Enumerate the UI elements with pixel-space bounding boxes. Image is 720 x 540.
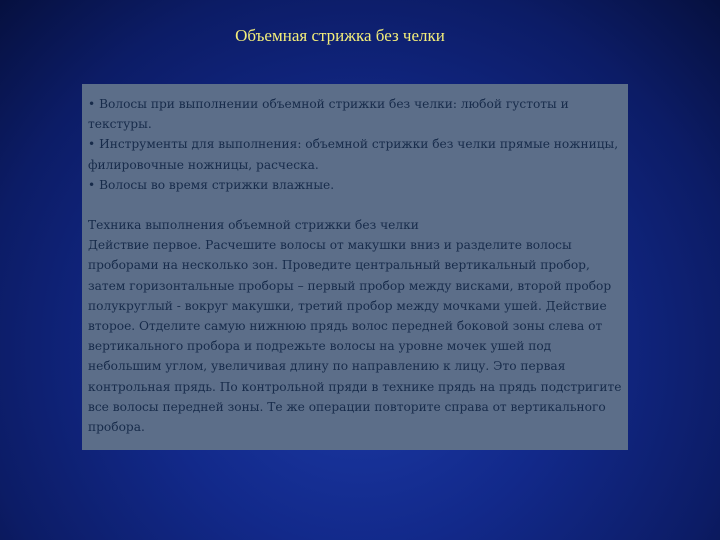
bullet-hair-type: • Волосы при выполнении объемной стрижки без челки: любой густоты и текстуры.	[88, 97, 569, 132]
content-panel	[82, 84, 628, 450]
content-text	[88, 94, 622, 437]
technique-body: Действие первое. Расчешите волосы от макушки вниз и разделите волосы проборами на несколько зон. Проведите центральный вертикальный пробор, затем горизонтальные проборы – первый пробор между висками, второй пробор полукруглый - вокруг макушки, третий пробор между мочками ушей. Действие второе. Отделите самую нижнюю прядь волос передней боковой зоны слева от вертикального пробора и подрежьте волосы на уровне мочек ушей под небольшим углом, увеличивая длину по направлению к лицу. Это первая контрольная прядь. По контрольной пряди в технике прядь на прядь подстригите все волосы передней зоны. Те же операции повторите справа от вертикального пробора.	[88, 238, 622, 435]
bullet-tools: • Инструменты для выполнения: объемной стрижки без челки прямые ножницы, филировочные ножницы, расческа.	[88, 137, 619, 172]
bullet-wet-hair: • Волосы во время стрижки влажные.	[88, 177, 335, 192]
paragraph-gap	[88, 195, 622, 215]
technique-heading: Техника выполнения объемной стрижки без челки	[88, 218, 419, 233]
slide-title: Объемная стрижка без челки	[235, 26, 445, 45]
